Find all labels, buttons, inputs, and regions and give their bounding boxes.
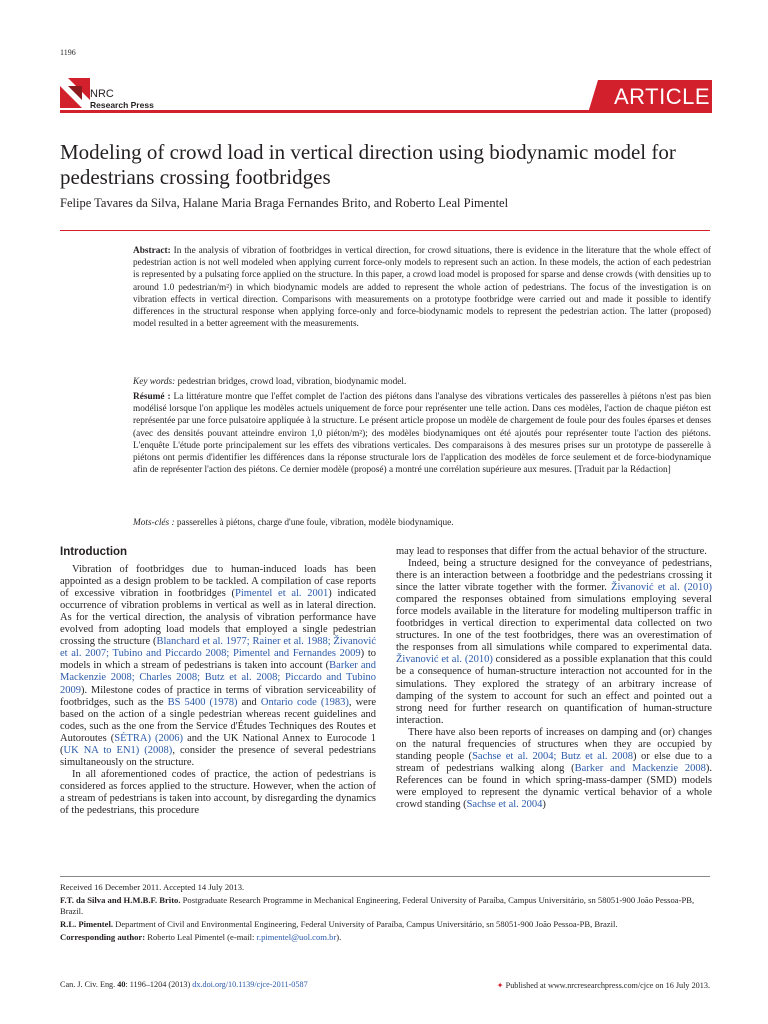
resume-text: La littérature montre que l'effet complet de l'action des piétons dans l'analyse des vibrations verticales des passerelles à piétons n'est pas bien modélisé lorsque l'on applique les modèles actuels uniquement de force pour représenter une telle action. Dans ces modèles, l'action de chaque piéton est représentée par une force pulsatoire appliquée à la structure. Le présent article propose un modèle de chargement de foule pour des foules éparses et denses (avec des densités pouvant atteindre environ 1,0 piéton/m²); des modèles biodynamiques ont été ajoutés pour représenter toute l'action des piétons. L'enquête L'étude porte principalement sur les effets des vibrations verticales. Des comparaisons à des mesures prises sur un prototype de passerelle à piétons ont permis d'identifier les différences dans la réponse structurale lors de l'application des modèles de force seulement et de force-biodynamique afin de représenter l'action des piétons. Ce dernier modèle (proposé) a montré une corrélation supérieure aux mesures. [Traduit par la Rédaction]	[133, 392, 711, 476]
citation-link[interactable]: Barker and Mackenzie 2008	[574, 762, 706, 774]
intro-paragraph-1: Vibration of footbridges due to human-induced loads has been appointed as a design problem to be tackled. A compilation of case reports of excessive vibration in footbridges (Pimentel et al. 2001) indicated occurrence of vibration problems in vertical as well as in lateral direction. As for the vertical direction, the analysis of vibration performance have evolved from adopting load models that employed a single pedestrian crossing the structure (Blanchard et al. 1977; Rainer et al. 1988; Živanović et al. 2007; Tubino and Piccardo 2008; Pimentel and Fernandes 2009) to models in which a stream of pedestrians is taken into account (Barker and Mackenzie 2008; Charles 2008; Butz et al. 2008; Piccardo and Tubino 2009). Milestone codes of practice in terms of vibration serviceability of footbridges, such as the BS 5400 (1978) and Ontario code (1983), were based on the action of a single pedestrian whereas recent guidelines and codes, such as the one from the Service d'Études Techniques des Routes et Autoroutes (SÉTRA) (2006) and the UK National Annex to Eurocode 1 (UK NA to EN1) (2008), consider the presence of several pedestrians simultaneously on the structure.	[60, 564, 377, 768]
publisher-name: Research Press	[90, 100, 154, 110]
publisher-short: NRC	[90, 88, 114, 100]
keywords	[133, 376, 711, 388]
affiliation-1: F.T. da Silva and H.M.B.F. Brito. Postgraduate Research Programme in Mechanical Engineering, Federal University of Paraíba, Campus Universitário, sn 58051-900 João Pessoa-PB, Brazil.	[60, 895, 695, 916]
citation-link[interactable]: Ontario code (1983)	[260, 696, 349, 708]
abstract	[133, 245, 711, 330]
article-label: ARTICLE	[613, 84, 710, 109]
citation-link[interactable]: Barker and Mackenzie 2008; Charles 2008; Butz et al. 2008; Piccardo and Tubino 2009	[60, 660, 376, 696]
right-column	[396, 546, 712, 811]
citation-link[interactable]: Živanović et al. (2010)	[396, 654, 493, 666]
citation-link[interactable]: UK NA to EN1) (2008)	[63, 744, 173, 756]
footnotes	[60, 882, 710, 945]
affiliation-2: R.L. Pimentel. Department of Civil and Environmental Engineering, Federal University of Paraíba, Campus Universitário, sn 58051-900 João Pessoa-PB, Brazil.	[60, 919, 618, 929]
corresponding-author: Corresponding author: Roberto Leal Pimentel (e-mail: r.pimentel@uol.com.br).	[60, 932, 342, 942]
mots-cles-label: Mots-clés :	[133, 518, 175, 528]
intro-paragraph-3: Indeed, being a structure designed for the conveyance of pedestrians, there is an interaction between a footbridge and the pedestrians crossing it since the latter vibrate together with the former. Živanović et al. (2010) compared the responses obtained from simulations employing several force models available in the literature for modeling multiperson traffic in footbridges in vertical direction to experimental data collected on two structures. In one of the test footbridges, there was an overestimation of the responses from all simulations while compared to experimental data. Živanović et al. (2010) considered as a possible explanation that this could be a consequence of human-structure interaction not accounted for in the simulations. They explored the strategy of an arbitrary increase of damping of the system to account for such an effect and pointed out a strong need for further research on quantification of human-structure interaction.	[396, 558, 713, 726]
intro-paragraph-4: There have also been reports of increases on damping and (or) changes on the natural frequencies of structures when they are occupied by standing people (Sachse et al. 2004; Butz et al. 2008) or else due to a stream of pedestrians walking along (Barker and Mackenzie 2008). References can be found in which spring-mass-damper (SMD) models were employed to represent the dynamic vertical behavior of a whole crowd standing (Sachse et al. 2004)	[396, 726, 713, 810]
intro-paragraph-2: In all aforementioned codes of practice, the action of pedestrians is considered as forces applied to the structure. However, when the action of a stream of pedestrians is taken into account, by disregarding the dynamics of the pedestrians, this procedure	[60, 768, 376, 816]
received-dates: Received 16 December 2011. Accepted 14 July 2013.	[60, 882, 245, 892]
mots-cles	[133, 517, 711, 529]
abstract-text: In the analysis of vibration of footbridges in vertical direction, for crowd situations, there is evidence in the literature that the whole effect of pedestrian action is not well modeled when applying current force-only models to represent such an action. In these models, the action of each pedestrian is represented by a pulsating force applied on the structure. In this paper, a crowd load model is proposed for sparse and dense crowds (with densities up to around 1.0 pedestrian/m²) in which biodynamic models are added to represent the whole action of pedestrians. The focus of the investigation is on vibration effects in vertical direction. Comparisons with measurements on a prototype footbridge were carried out and made it possible to identify differences in the structural response when applying force-only and force-biodynamic models to represent the pedestrian action. The latter (proposed) model resulted in a better agreement with the measurements.	[133, 246, 711, 330]
leaf-icon: ✦	[496, 981, 504, 990]
email-link[interactable]: r.pimentel@uol.com.br	[256, 932, 337, 942]
journal-citation: Can. J. Civ. Eng. 40: 1196–1204 (2013) dx.doi.org/10.1139/cjce-2011-0587	[60, 980, 308, 989]
section-heading: Introduction	[60, 546, 128, 558]
nrc-logo-mark-icon	[60, 78, 90, 108]
citation-link[interactable]: BS 5400 (1978)	[167, 696, 238, 708]
title-rule	[60, 230, 710, 231]
published-line: ✦ Published at www.nrcresearchpress.com/cjce on 16 July 2013.	[496, 981, 710, 990]
citation-link[interactable]: Blanchard et al. 1977; Rainer et al. 1988; Živanović et al. 2007; Tubino and Piccardo 2008; Pimentel and Fernandes 2009	[60, 636, 376, 660]
page-number: 1196	[60, 48, 76, 57]
keywords-label: Key words:	[133, 377, 176, 387]
paper-title: Modeling of crowd load in vertical direction using biodynamic model for pedestrians crossing footbridges	[60, 140, 676, 189]
citation-link[interactable]: Živanović et al. (2010)	[611, 582, 713, 594]
doi-link[interactable]: dx.doi.org/10.1139/cjce-2011-0587	[192, 980, 308, 989]
keywords-text: pedestrian bridges, crowd load, vibration, biodynamic model.	[175, 377, 407, 387]
resume	[133, 391, 711, 476]
footnote-rule	[60, 876, 710, 877]
citation-link[interactable]: Sachse et al. 2004; Butz et al. 2008	[472, 750, 633, 762]
citation-link[interactable]: Sachse et al. 2004	[466, 798, 543, 810]
abstract-label: Abstract:	[133, 246, 171, 256]
citation-link[interactable]: SÉTRA) (2006)	[114, 732, 184, 744]
authors: Felipe Tavares da Silva, Halane Maria Braga Fernandes Brito, and Roberto Leal Pimentel	[60, 196, 509, 210]
mots-cles-text: passerelles à piétons, charge d'une foule, vibration, modèle biodynamique.	[174, 518, 454, 528]
citation-link[interactable]: Pimentel et al. 2001	[235, 588, 329, 600]
intro-paragraph-2-cont: may lead to responses that differ from the actual behavior of the structure.	[396, 546, 707, 557]
resume-label: Résumé :	[133, 392, 171, 402]
left-column	[60, 546, 376, 817]
nrc-logo	[60, 68, 170, 123]
